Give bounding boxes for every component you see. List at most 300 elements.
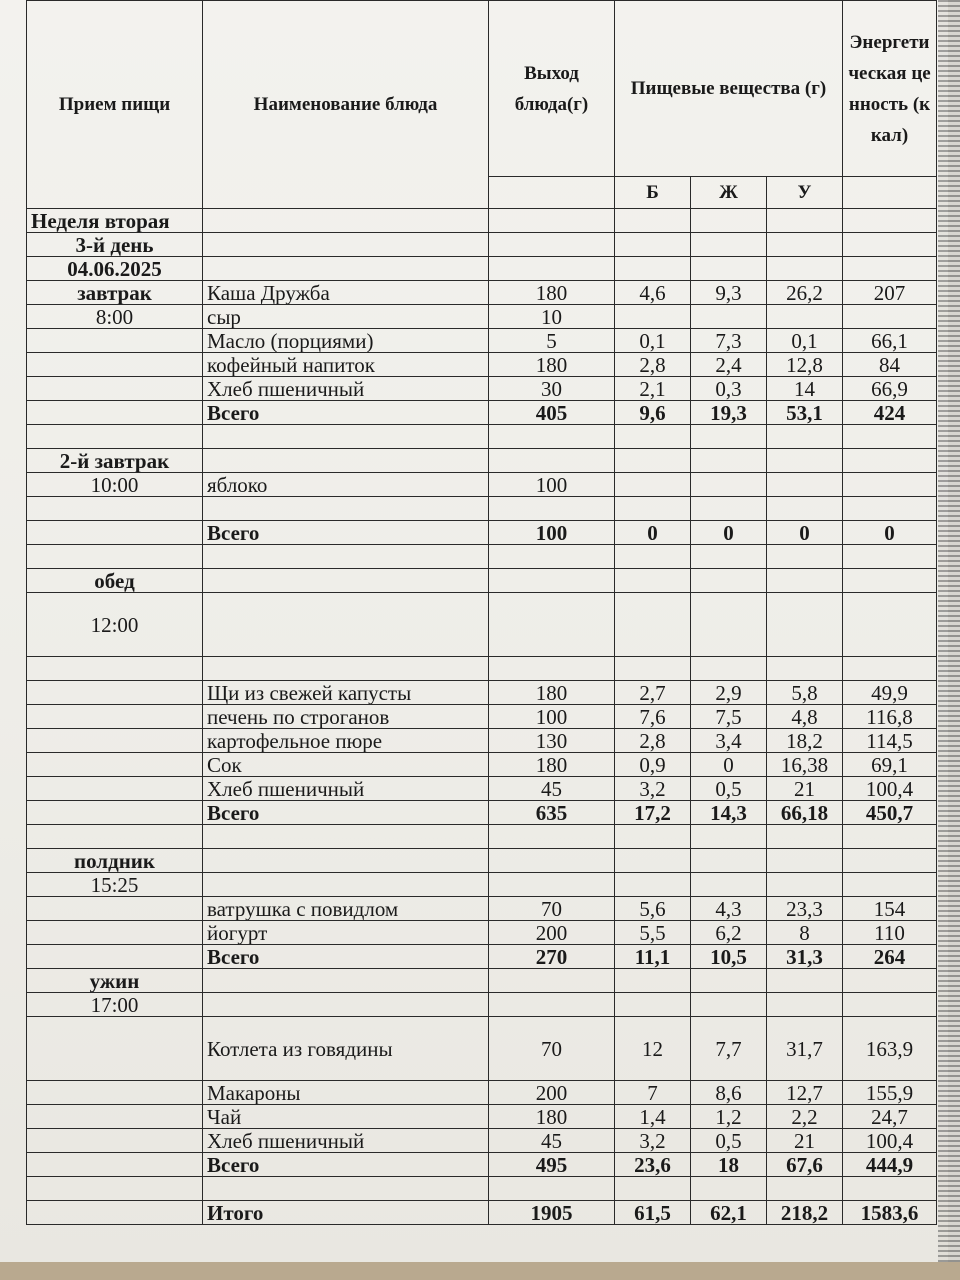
- meal-cell: [27, 681, 203, 705]
- meal-cell: [27, 753, 203, 777]
- yield-cell: [489, 969, 615, 993]
- kcal-cell: [843, 993, 937, 1017]
- kcal-cell: [843, 657, 937, 681]
- protein-cell: [615, 969, 691, 993]
- kcal-cell: 66,1: [843, 329, 937, 353]
- dish-cell: [203, 657, 489, 681]
- carbs-cell: [767, 425, 843, 449]
- table-row: [27, 729, 937, 753]
- protein-cell: 11,1: [615, 945, 691, 969]
- carbs-cell: 12,8: [767, 353, 843, 377]
- carbs-cell: 218,2: [767, 1201, 843, 1225]
- table-row: [27, 897, 937, 921]
- yield-cell: [489, 449, 615, 473]
- meal-cell: [27, 777, 203, 801]
- fat-cell: 19,3: [691, 401, 767, 425]
- dish-cell: Котлета из говядины: [203, 1017, 489, 1081]
- meal-cell: [27, 657, 203, 681]
- fat-cell: [691, 569, 767, 593]
- dish-cell: Хлеб пшеничный: [203, 1129, 489, 1153]
- carbs-cell: 66,18: [767, 801, 843, 825]
- fat-cell: 62,1: [691, 1201, 767, 1225]
- carbs-cell: 53,1: [767, 401, 843, 425]
- kcal-cell: [843, 497, 937, 521]
- fat-cell: [691, 657, 767, 681]
- table-row: [27, 377, 937, 401]
- kcal-cell: 69,1: [843, 753, 937, 777]
- kcal-cell: 444,9: [843, 1153, 937, 1177]
- fat-cell: 1,2: [691, 1105, 767, 1129]
- meal-cell: 15:25: [27, 873, 203, 897]
- kcal-cell: [843, 449, 937, 473]
- carbs-cell: [767, 545, 843, 569]
- yield-cell: 180: [489, 1105, 615, 1129]
- fat-cell: [691, 449, 767, 473]
- dish-cell: печень по строганов: [203, 705, 489, 729]
- meal-cell: [27, 1081, 203, 1105]
- dish-cell: [203, 569, 489, 593]
- yield-cell: 10: [489, 305, 615, 329]
- kcal-cell: [843, 305, 937, 329]
- protein-cell: 7,6: [615, 705, 691, 729]
- kcal-cell: 154: [843, 897, 937, 921]
- paper-edge: [938, 0, 960, 1262]
- dish-cell: [203, 969, 489, 993]
- dish-cell: [203, 545, 489, 569]
- table-row: [27, 1105, 937, 1129]
- carbs-cell: 67,6: [767, 1153, 843, 1177]
- carbs-cell: 0,1: [767, 329, 843, 353]
- yield-cell: [489, 993, 615, 1017]
- protein-cell: [615, 825, 691, 849]
- fat-cell: [691, 873, 767, 897]
- kcal-cell: 264: [843, 945, 937, 969]
- dish-cell: [203, 593, 489, 657]
- meal-cell: [27, 1105, 203, 1129]
- dish-cell: [203, 449, 489, 473]
- kcal-cell: [843, 969, 937, 993]
- protein-cell: 7: [615, 1081, 691, 1105]
- fat-cell: 7,7: [691, 1017, 767, 1081]
- carbs-cell: 2,2: [767, 1105, 843, 1129]
- carbs-cell: 26,2: [767, 281, 843, 305]
- dish-cell: Хлеб пшеничный: [203, 777, 489, 801]
- fat-cell: [691, 825, 767, 849]
- fat-cell: 2,4: [691, 353, 767, 377]
- carbs-cell: [767, 449, 843, 473]
- kcal-cell: 24,7: [843, 1105, 937, 1129]
- protein-cell: [615, 1177, 691, 1201]
- header-dish: Наименование блюда: [203, 1, 489, 209]
- fat-cell: [691, 849, 767, 873]
- date-label: 04.06.2025: [27, 257, 203, 281]
- carbs-cell: [767, 497, 843, 521]
- kcal-cell: 0: [843, 521, 937, 545]
- meal-cell: [27, 897, 203, 921]
- table-row: [27, 705, 937, 729]
- dish-cell: Сок: [203, 753, 489, 777]
- protein-cell: 0,1: [615, 329, 691, 353]
- yield-cell: 30: [489, 377, 615, 401]
- kcal-cell: 163,9: [843, 1017, 937, 1081]
- yield-cell: 270: [489, 945, 615, 969]
- yield-cell: [489, 569, 615, 593]
- kcal-cell: 114,5: [843, 729, 937, 753]
- fat-cell: 0: [691, 753, 767, 777]
- meal-cell: [27, 1129, 203, 1153]
- fat-cell: [691, 593, 767, 657]
- meal-cell: [27, 521, 203, 545]
- protein-cell: 1,4: [615, 1105, 691, 1129]
- table-row: [27, 425, 937, 449]
- dish-cell: [203, 497, 489, 521]
- protein-cell: [615, 425, 691, 449]
- protein-cell: [615, 593, 691, 657]
- meal-cell: 12:00: [27, 593, 203, 657]
- header-meal: Прием пищи: [27, 1, 203, 209]
- table-row: [27, 873, 937, 897]
- protein-cell: [615, 993, 691, 1017]
- dish-cell: ватрушка с повидлом: [203, 897, 489, 921]
- kcal-cell: 100,4: [843, 777, 937, 801]
- kcal-cell: 84: [843, 353, 937, 377]
- dish-cell: Всего: [203, 945, 489, 969]
- carbs-cell: 14: [767, 377, 843, 401]
- carbs-cell: 21: [767, 1129, 843, 1153]
- yield-cell: [489, 657, 615, 681]
- yield-cell: 100: [489, 473, 615, 497]
- table-row: [27, 545, 937, 569]
- carbs-cell: 0: [767, 521, 843, 545]
- meal-cell: [27, 705, 203, 729]
- meal-cell: полдник: [27, 849, 203, 873]
- kcal-cell: 155,9: [843, 1081, 937, 1105]
- fat-cell: [691, 425, 767, 449]
- protein-cell: 2,7: [615, 681, 691, 705]
- protein-cell: 2,8: [615, 729, 691, 753]
- dish-cell: Итого: [203, 1201, 489, 1225]
- protein-cell: 4,6: [615, 281, 691, 305]
- table-row: [27, 993, 937, 1017]
- yield-cell: 45: [489, 1129, 615, 1153]
- protein-cell: [615, 545, 691, 569]
- dish-cell: сыр: [203, 305, 489, 329]
- meal-cell: 2-й завтрак: [27, 449, 203, 473]
- fat-cell: 14,3: [691, 801, 767, 825]
- yield-cell: 70: [489, 1017, 615, 1081]
- dish-cell: Щи из свежей капусты: [203, 681, 489, 705]
- yield-cell: [489, 849, 615, 873]
- fat-cell: 7,3: [691, 329, 767, 353]
- table-row: [27, 569, 937, 593]
- kcal-cell: [843, 593, 937, 657]
- carbs-cell: 18,2: [767, 729, 843, 753]
- protein-cell: 3,2: [615, 777, 691, 801]
- table-row: [27, 281, 937, 305]
- dish-cell: Всего: [203, 801, 489, 825]
- kcal-cell: 1583,6: [843, 1201, 937, 1225]
- table-row: [27, 657, 937, 681]
- meal-cell: [27, 1201, 203, 1225]
- carbs-cell: [767, 569, 843, 593]
- kcal-cell: [843, 873, 937, 897]
- fat-cell: 9,3: [691, 281, 767, 305]
- table-row: [27, 801, 937, 825]
- table-row: [27, 753, 937, 777]
- meal-cell: [27, 801, 203, 825]
- dish-cell: Всего: [203, 401, 489, 425]
- yield-cell: 200: [489, 921, 615, 945]
- table-row: [27, 593, 937, 657]
- carbs-cell: 31,3: [767, 945, 843, 969]
- table-row: [27, 353, 937, 377]
- dish-cell: [203, 425, 489, 449]
- carbs-cell: 8: [767, 921, 843, 945]
- protein-cell: 17,2: [615, 801, 691, 825]
- dish-cell: Каша Дружба: [203, 281, 489, 305]
- table-surface: [0, 1262, 960, 1280]
- table-row: [27, 497, 937, 521]
- dish-cell: кофейный напиток: [203, 353, 489, 377]
- fat-cell: 0,5: [691, 777, 767, 801]
- carbs-cell: [767, 657, 843, 681]
- yield-cell: 495: [489, 1153, 615, 1177]
- dish-cell: [203, 1177, 489, 1201]
- kcal-cell: [843, 1177, 937, 1201]
- carbs-cell: [767, 305, 843, 329]
- kcal-cell: [843, 569, 937, 593]
- carbs-cell: [767, 849, 843, 873]
- table-row: [27, 1201, 937, 1225]
- protein-cell: 5,5: [615, 921, 691, 945]
- dish-cell: Всего: [203, 1153, 489, 1177]
- yield-cell: [489, 873, 615, 897]
- meal-cell: [27, 401, 203, 425]
- table-row: [27, 825, 937, 849]
- table-row: [27, 305, 937, 329]
- protein-cell: 3,2: [615, 1129, 691, 1153]
- fat-cell: 0,3: [691, 377, 767, 401]
- yield-cell: [489, 1177, 615, 1201]
- protein-cell: [615, 305, 691, 329]
- meal-cell: [27, 329, 203, 353]
- dish-cell: [203, 825, 489, 849]
- protein-cell: [615, 873, 691, 897]
- meal-cell: обед: [27, 569, 203, 593]
- yield-cell: 180: [489, 353, 615, 377]
- protein-cell: [615, 569, 691, 593]
- fat-cell: 10,5: [691, 945, 767, 969]
- protein-cell: [615, 497, 691, 521]
- header-energy-sub: [843, 177, 937, 209]
- meal-cell: ужин: [27, 969, 203, 993]
- yield-cell: 130: [489, 729, 615, 753]
- protein-cell: 0: [615, 521, 691, 545]
- kcal-cell: [843, 425, 937, 449]
- protein-cell: 12: [615, 1017, 691, 1081]
- kcal-cell: [843, 825, 937, 849]
- yield-cell: 635: [489, 801, 615, 825]
- kcal-cell: [843, 849, 937, 873]
- meal-cell: [27, 545, 203, 569]
- protein-cell: 2,1: [615, 377, 691, 401]
- meal-cell: [27, 497, 203, 521]
- carbs-cell: 4,8: [767, 705, 843, 729]
- yield-cell: [489, 545, 615, 569]
- yield-cell: 45: [489, 777, 615, 801]
- meal-cell: 8:00: [27, 305, 203, 329]
- meal-cell: [27, 425, 203, 449]
- yield-cell: [489, 825, 615, 849]
- dish-cell: Чай: [203, 1105, 489, 1129]
- carbs-cell: [767, 993, 843, 1017]
- dish-cell: Масло (порциями): [203, 329, 489, 353]
- kcal-cell: 110: [843, 921, 937, 945]
- kcal-cell: 49,9: [843, 681, 937, 705]
- protein-cell: 23,6: [615, 1153, 691, 1177]
- header-yield-sub: [489, 177, 615, 209]
- carbs-cell: 16,38: [767, 753, 843, 777]
- table-row: [27, 849, 937, 873]
- carbs-cell: 12,7: [767, 1081, 843, 1105]
- protein-cell: [615, 849, 691, 873]
- carbs-cell: [767, 473, 843, 497]
- table-row: [27, 1177, 937, 1201]
- meal-cell: завтрак: [27, 281, 203, 305]
- yield-cell: [489, 497, 615, 521]
- protein-cell: [615, 657, 691, 681]
- yield-cell: 405: [489, 401, 615, 425]
- dish-cell: [203, 873, 489, 897]
- kcal-cell: 450,7: [843, 801, 937, 825]
- header-energy: Энергетическая ценность (ккал): [843, 1, 937, 177]
- yield-cell: [489, 425, 615, 449]
- yield-cell: 180: [489, 753, 615, 777]
- header-yield: Выход блюда(г): [489, 1, 615, 177]
- table-row: [27, 1153, 937, 1177]
- meal-cell: 10:00: [27, 473, 203, 497]
- table-row: [27, 1081, 937, 1105]
- table-row: [27, 777, 937, 801]
- fat-cell: 6,2: [691, 921, 767, 945]
- meal-cell: [27, 825, 203, 849]
- fat-cell: [691, 969, 767, 993]
- menu-body: [27, 209, 937, 1225]
- yield-cell: 5: [489, 329, 615, 353]
- table-row: [27, 681, 937, 705]
- fat-cell: 3,4: [691, 729, 767, 753]
- table-row: [27, 945, 937, 969]
- fat-cell: 2,9: [691, 681, 767, 705]
- carbs-cell: 31,7: [767, 1017, 843, 1081]
- day-label: 3-й день: [27, 233, 203, 257]
- fat-cell: [691, 1177, 767, 1201]
- yield-cell: 70: [489, 897, 615, 921]
- meal-cell: [27, 729, 203, 753]
- fat-cell: [691, 473, 767, 497]
- yield-cell: 100: [489, 521, 615, 545]
- carbs-cell: [767, 873, 843, 897]
- meal-cell: [27, 1153, 203, 1177]
- fat-cell: 18: [691, 1153, 767, 1177]
- protein-cell: [615, 473, 691, 497]
- dish-cell: Макароны: [203, 1081, 489, 1105]
- carbs-cell: 5,8: [767, 681, 843, 705]
- protein-cell: 0,9: [615, 753, 691, 777]
- kcal-cell: 116,8: [843, 705, 937, 729]
- meal-cell: [27, 945, 203, 969]
- carbs-cell: 23,3: [767, 897, 843, 921]
- carbs-cell: [767, 825, 843, 849]
- kcal-cell: 207: [843, 281, 937, 305]
- yield-cell: [489, 593, 615, 657]
- dish-cell: йогурт: [203, 921, 489, 945]
- table-row: [27, 329, 937, 353]
- dish-cell: картофельное пюре: [203, 729, 489, 753]
- fat-cell: [691, 305, 767, 329]
- header-carbs: У: [767, 177, 843, 209]
- meal-cell: [27, 921, 203, 945]
- table-row: [27, 473, 937, 497]
- fat-cell: 0,5: [691, 1129, 767, 1153]
- meal-cell: [27, 377, 203, 401]
- table-row: [27, 1017, 937, 1081]
- meal-cell: [27, 353, 203, 377]
- yield-cell: 1905: [489, 1201, 615, 1225]
- dish-cell: [203, 993, 489, 1017]
- meal-cell: [27, 1017, 203, 1081]
- fat-cell: [691, 545, 767, 569]
- yield-cell: 100: [489, 705, 615, 729]
- carbs-cell: [767, 593, 843, 657]
- fat-cell: 0: [691, 521, 767, 545]
- meal-cell: 17:00: [27, 993, 203, 1017]
- header-nutrients: Пищевые вещества (г): [615, 1, 843, 177]
- week-label: Неделя вторая: [27, 209, 203, 233]
- fat-cell: 4,3: [691, 897, 767, 921]
- kcal-cell: 424: [843, 401, 937, 425]
- protein-cell: 61,5: [615, 1201, 691, 1225]
- fat-cell: 7,5: [691, 705, 767, 729]
- yield-cell: 180: [489, 681, 615, 705]
- table-row: [27, 921, 937, 945]
- protein-cell: 2,8: [615, 353, 691, 377]
- carbs-cell: [767, 969, 843, 993]
- protein-cell: [615, 449, 691, 473]
- table-row: [27, 1129, 937, 1153]
- table-row: [27, 521, 937, 545]
- dish-cell: Хлеб пшеничный: [203, 377, 489, 401]
- table-row: [27, 969, 937, 993]
- protein-cell: 9,6: [615, 401, 691, 425]
- dish-cell: яблоко: [203, 473, 489, 497]
- header-fat: Ж: [691, 177, 767, 209]
- kcal-cell: 66,9: [843, 377, 937, 401]
- dish-cell: Всего: [203, 521, 489, 545]
- yield-cell: 200: [489, 1081, 615, 1105]
- kcal-cell: 100,4: [843, 1129, 937, 1153]
- dish-cell: [203, 849, 489, 873]
- meal-cell: [27, 1177, 203, 1201]
- menu-table: [26, 0, 937, 1225]
- table-row: [27, 401, 937, 425]
- fat-cell: [691, 497, 767, 521]
- kcal-cell: [843, 473, 937, 497]
- fat-cell: [691, 993, 767, 1017]
- yield-cell: 180: [489, 281, 615, 305]
- header-protein: Б: [615, 177, 691, 209]
- table-row: [27, 449, 937, 473]
